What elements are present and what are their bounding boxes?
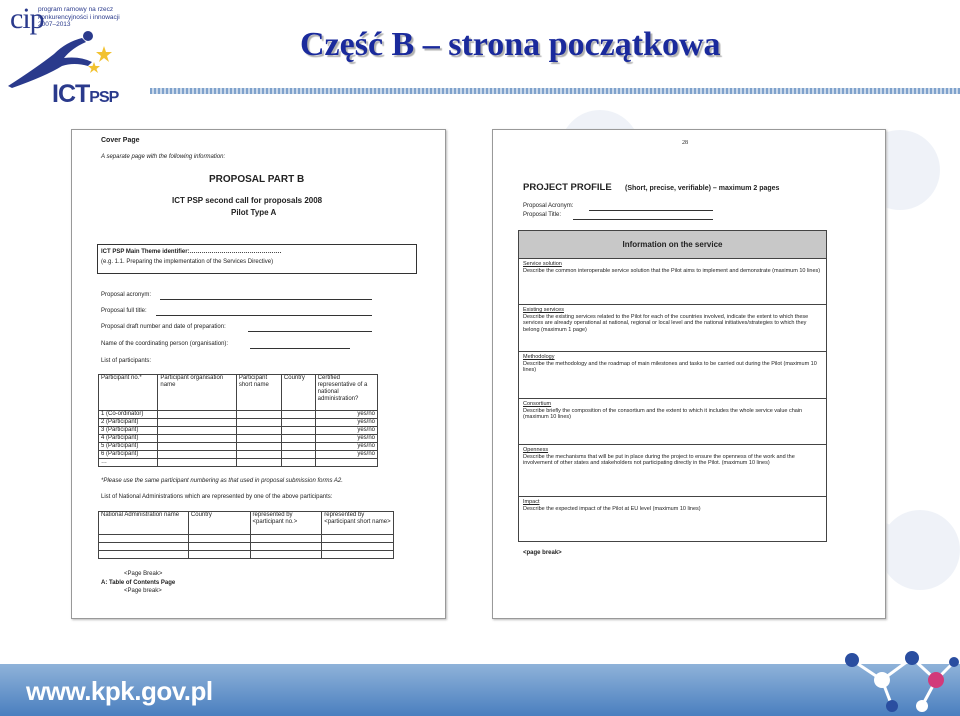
row-text: Describe the common interoperable service solution that the Pilot aims to implement and demonstrate (maximum 10 lines) [523,267,821,274]
psp-text: PSP [89,89,119,106]
service-table-header: Information on the service [519,231,826,259]
row-heading: Service solution [523,261,562,267]
table-row [99,419,378,427]
draft-number-line [248,331,372,332]
participant-no: 2 (Participant) [99,419,158,427]
header-cell: Certified representative of a national administration? [315,375,377,411]
admin-table [98,511,394,559]
header-cell: represented by <participant no.> [250,512,322,535]
table-row [99,443,378,451]
table-row [99,535,394,543]
yes-no-cell: yes/no [315,451,377,459]
yes-no-cell: yes/no [315,411,377,419]
title-line [573,219,713,220]
header-cell: National Administration name [99,512,189,535]
table-row [99,459,378,467]
list-participants-label: List of participants: [101,358,152,364]
participant-no: … [99,459,158,467]
table-row [99,551,394,559]
cip-ictpsp-logo [4,2,149,107]
slide-title: Część B – strona początkowa [300,26,721,63]
theme-identifier-label: ICT PSP Main Theme identifier:………………………………………. [101,249,282,255]
profile-title: PROJECT PROFILE [523,182,612,193]
acronym-label: Proposal Acronym: [523,203,574,209]
ictpsp-logo-text [52,80,118,109]
acronym-line [160,299,372,300]
service-row [519,259,826,305]
participant-no: 3 (Participant) [99,427,158,435]
cip-logo-text: cip [10,2,44,35]
participants-table [98,374,378,467]
title-divider [150,88,960,94]
participant-no: 5 (Participant) [99,443,158,451]
table-row [99,427,378,435]
row-heading: Existing services [523,307,564,313]
table-row [99,543,394,551]
page-number: 28 [682,140,688,146]
yes-no-cell: yes/no [315,427,377,435]
document-page-cover [71,129,446,619]
yes-no-cell: yes/no [315,443,377,451]
row-text: Describe the mechanisms that will be put in place during the project to ensure the openness of the work and the involvement of other states and stakeholders not participating directly in the Pilot. (maximum 10 lines) [523,453,795,466]
acronym-label: Proposal acronym: [101,292,152,298]
document-page-project-profile [492,129,886,619]
coordinator-label: Name of the coordinating person (organisation): [101,341,229,347]
list-admin-label: List of National Administrations which are represented by one of the above participants: [101,494,333,500]
ict-text: ICT [52,80,90,108]
row-heading: Methodology [523,354,555,360]
service-row [519,497,826,540]
row-text: Describe briefly the composition of the consortium and the extent to which it includes the whole service value chain (maximum 10 lines) [523,407,803,420]
service-info-table [518,230,827,542]
participant-no: 1 (Co-ordinator) [99,411,158,419]
row-heading: Openness [523,447,549,453]
page-break-marker: <Page break> [124,588,162,594]
proposal-part-heading: PROPOSAL PART B [209,174,305,185]
row-heading: Consortium [523,401,552,407]
table-row [99,451,378,459]
theme-identifier-box [97,244,417,274]
row-text: Describe the existing services related to the Pilot for each of the countries involved, indicate the extent to which these services are already operational at national, regional or local level and the national initiatives/strategies to which they belong (maximum 1 page) [523,313,809,333]
admin-header-row [99,512,394,535]
service-row [519,399,826,445]
service-row [519,352,826,399]
service-row [519,445,826,497]
acronym-line [589,210,713,211]
row-text: Describe the methodology and the roadmap of main milestones and tasks to be carried out during the Pilot (maximum 10 lines) [523,360,817,373]
leaping-figure-icon [6,28,116,88]
header-cell: Country [281,375,315,411]
page-break-marker: <page break> [523,550,562,556]
profile-note: (Short, precise, verifiable) – maximum 2 pages [625,185,780,192]
service-row [519,305,826,352]
title-label: Proposal Title: [523,212,562,218]
page-break-marker: <Page Break> [124,571,163,577]
separate-page-note: A separate page with the following information: [101,154,226,160]
toc-label: A: Table of Contents Page [101,580,176,586]
participants-footnote: *Please use the same participant numbering as that used in proposal submission forms A2. [101,478,343,484]
full-title-line [156,315,372,316]
header-cell: Participant organisation name [158,375,236,411]
header-cell: Country [188,512,250,535]
pilot-type: Pilot Type A [231,208,277,217]
draft-number-label: Proposal draft number and date of preparation: [101,324,226,330]
call-line: ICT PSP second call for proposals 2008 [172,196,323,205]
molecule-logo-icon [832,640,960,716]
participant-no: 4 (Participant) [99,435,158,443]
header-cell: represented by <participant short name> [322,512,394,535]
coordinator-line [250,348,350,349]
cover-page-heading: Cover Page [101,137,140,144]
table-row [99,435,378,443]
row-text: Describe the expected impact of the Pilot at EU level (maximum 10 lines) [523,505,701,512]
header-cell: Participant short name [236,375,281,411]
table-row [99,411,378,419]
row-heading: Impact [523,499,540,505]
cip-subtitle: program ramowy na rzecz konkurencyjności i innowacji 2007–2013 [38,6,120,28]
yes-no-cell: yes/no [315,435,377,443]
participants-header-row [99,375,378,411]
full-title-label: Proposal full title: [101,308,147,314]
participant-no: 6 (Participant) [99,451,158,459]
footer-url: www.kpk.gov.pl [26,676,213,706]
theme-example: (e.g. 1.1. Preparing the implementation of the Services Directive) [101,259,274,265]
yes-no-cell: yes/no [315,419,377,427]
header-cell: Participant no.* [99,375,158,411]
